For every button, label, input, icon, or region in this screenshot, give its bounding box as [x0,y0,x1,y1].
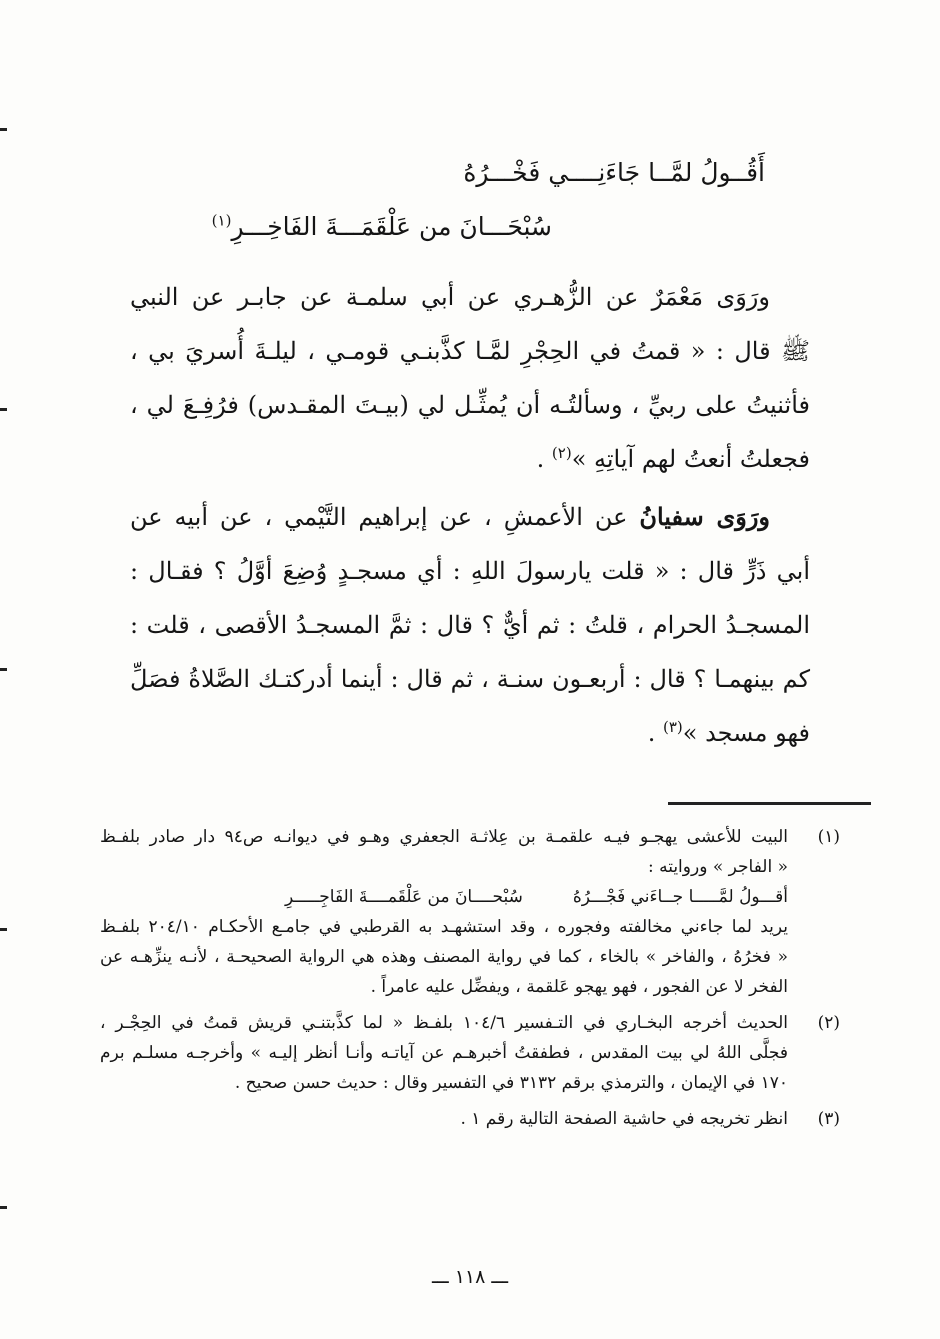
paragraph-1 [130,270,810,486]
footnote-separator [668,802,871,805]
footnote-line: الحديث أخرجه البخـاري في التـفسير ١٠٤/٦ بلفـظ « لما كذَّبتنـي قريش قمتُ في الحِجْـر ، [100,1013,789,1033]
page-number: ـــ ١١٨ ـــ [431,1266,509,1288]
scan-edge-mark [0,1206,7,1209]
footnote-line: انظر تخريجه في حاشية الصفحة التالية رقم ١ . [460,1109,788,1129]
footnote-number: (٢) [817,1013,840,1033]
paragraph-1-line: ورَوَى مَعْمَرٌ عن الزُّهـري عن أبي سلمـة عن جابـر عن النبي [130,283,770,311]
paragraph-2-last-line [130,706,810,760]
verse-line-2 [212,212,552,241]
footnote-line: فجلَّى اللهُ لي بيت المقدس ، فطفقتُ أخبرهـم عن آياتـه وأنـا أنظر إليـه » وأخرجـه مسلـم برم [100,1043,788,1063]
paragraph-1-line: فجعلتُ أنعتُ لهم آياتِهِ » [571,445,810,473]
footnote-3 [100,1104,840,1134]
footnote-verse-hemistich-1: أقـــولُ لمَّـــــا جــاءَني فَجْـــرُهُ [572,887,788,907]
footnote-line: البيت للأعشى يهجـو فيـه علقمـة بن عِلاثـة الجعفري وهـو في ديوانـه ص٩٤ دار صادر بلفـظ [100,827,789,847]
paragraph-2-tail: . [647,719,663,747]
scan-edge-mark [0,668,7,671]
footnote-2 [100,1008,840,1098]
footnote-1 [100,822,840,1002]
paragraph-2-first-line [130,490,810,544]
footnote-ref-2: (٢) [551,444,572,462]
footnote-verse-hemistich-2: سُبْحــــانَ من عَلْقَمــــةَ الفَاجِـــــرِ [284,887,523,907]
verse-line-1: أَقُــولُ لمَّــا جَاءَنِــــي فَخْـــرُهُ [463,158,765,187]
paragraph-1-last-line [130,432,810,486]
footnotes [100,822,840,1140]
footnote-line: الفخر لا عن الفجور ، فهو يهجو عَلقمة ، ويفضِّل عليه عامراً . [370,977,788,997]
footnote-line: « الفاجر » وروايته : [647,857,788,877]
scan-edge-mark [0,928,7,931]
footnote-line: « فخرُهُ ، والفاخر » بالخاء ، كما في رواية المصنف وهذه هي الرواية الصحيحـة ، لأنـه ينزِّهـه عن [100,947,788,967]
paragraph-1-tail: . [536,445,552,473]
footnote-ref-3: (٣) [662,718,683,736]
scan-edge-mark [0,128,7,131]
paragraph-2-line: فهو مسجد » [682,719,810,747]
footnote-number: (١) [817,827,840,847]
paragraph-2-line: كم بينهمـا ؟ قال : أربعـون سنـة ، ثم قال : أينما أدركتـك الصَّلاةُ فصَلِّ [130,665,810,693]
footnote-verse [100,882,788,912]
footnote-line: يريد لما جاءني مخالفته وفجوره ، وقد استشهـد به القرطبي في جامـع الأحكـام ٢٠٤/١٠ بلفـظ [100,917,789,937]
paragraph-2-line: المسجـدُ الحرام ، قلتُ : ثم أيٌّ ؟ قال : ثمَّ المسجـدُ الأقصى ، قلت : [130,611,811,639]
paragraph-1-line: ﷺ قال : « قمتُ في الحِجْرِ لمَّـا كذَّبنـي قومـي ، ليلـةَ أُسريَ بي ، [130,337,810,365]
paragraph-2 [130,490,810,760]
verse-line-2-text: سُبْحَـــانَ من عَلْقَمَـــةَ الفَاخِـــرِ [231,212,552,241]
footnote-number: (٣) [817,1109,840,1129]
paragraph-1-line: فأثنيتُ على ربيِّ ، وسألتُـه أن يُمثِّـل لي (بيـتَ المقـدس) فرُفِـعَ لي ، [130,391,810,419]
footnote-ref-1: (١) [211,211,232,230]
scan-edge-mark [0,408,7,411]
paragraph-2-line: عن الأعمشِ ، عن إبراهيم التَّيْمي ، عن أبيه عن [130,503,640,531]
paragraph-2-line: أبي ذَرٍّ قال : « قلت يارسولَ اللهِ : أي مسجـدٍ وُضِعَ أوَّلُ ؟ فقـال : [130,557,810,585]
footnote-line: ١٧٠ في الإيمان ، والترمذي برقم ٣١٣٢ في التفسير وقال : حديث حسن صحيح . [234,1073,788,1093]
narrator-name: ورَوَى سفيانُ [639,502,770,531]
